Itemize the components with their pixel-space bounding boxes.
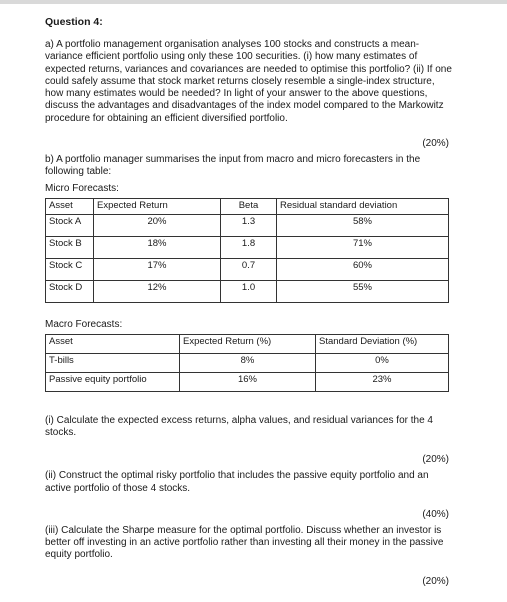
expected-return-cell: 16% — [180, 372, 316, 391]
table-header-row — [46, 334, 449, 353]
std-dev-cell: 0% — [316, 353, 449, 372]
question-heading: Question 4: — [45, 16, 103, 28]
expected-return-cell: 20% — [94, 214, 221, 236]
residual-sd-cell: 58% — [277, 214, 449, 236]
column-header: Residual standard deviation — [277, 198, 449, 214]
residual-sd-cell: 55% — [277, 280, 449, 302]
expected-return-cell: 8% — [180, 353, 316, 372]
beta-cell: 1.0 — [221, 280, 277, 302]
table-row — [46, 372, 449, 391]
residual-sd-cell: 60% — [277, 258, 449, 280]
asset-cell: Stock D — [46, 280, 94, 302]
expected-return-cell: 12% — [94, 280, 221, 302]
column-header: Asset — [46, 334, 180, 353]
top-border — [0, 0, 507, 4]
part-b-i-text: (i) Calculate the expected excess returns, alpha values, and residual variances for the 4 stocks. — [45, 414, 433, 438]
beta-cell: 0.7 — [221, 258, 277, 280]
beta-cell: 1.3 — [221, 214, 277, 236]
asset-cell: Stock B — [46, 236, 94, 258]
std-dev-cell: 23% — [316, 372, 449, 391]
column-header: Asset — [46, 198, 94, 214]
column-header: Expected Return — [94, 198, 221, 214]
question-document — [45, 16, 455, 587]
residual-sd-cell: 71% — [277, 236, 449, 258]
asset-cell: Passive equity portfolio — [46, 372, 180, 391]
macro-forecasts-table — [45, 334, 449, 392]
micro-forecasts-table — [45, 198, 449, 303]
expected-return-cell: 17% — [94, 258, 221, 280]
table-header-row — [46, 198, 449, 214]
part-a-text: a) A portfolio management organisation analyses 100 stocks and constructs a mean-variance efficient portfolio using only these 100 securities. (i) how many estimates of expected returns, variances and covariances are needed to optimise this portfolio? (ii) If one could safely assume that stock market returns closely resemble a single-index structure, how many estimates would be needed? In light of your answer to the above questions, discuss the advantages and disadvantages of the index model compared to the Markowitz procedure for obtaining an efficient diversified portfolio. — [45, 39, 452, 124]
asset-cell: Stock A — [46, 214, 94, 236]
column-header: Expected Return (%) — [180, 334, 316, 353]
table-row — [46, 353, 449, 372]
micro-forecasts-label: Micro Forecasts: — [45, 182, 119, 194]
part-b-ii-marks: (40%) — [422, 508, 449, 520]
column-header: Beta — [221, 198, 277, 214]
asset-cell: Stock C — [46, 258, 94, 280]
part-b-i-marks: (20%) — [422, 454, 449, 466]
part-b-intro: b) A portfolio manager summarises the input from macro and micro forecasters in the following table: — [45, 154, 421, 178]
table-row — [46, 214, 449, 236]
table-row — [46, 236, 449, 258]
part-b-ii-text: (ii) Construct the optimal risky portfolio that includes the passive equity portfolio and an active portfolio of those 4 stocks. — [45, 470, 429, 494]
part-b-iii-marks: (20%) — [422, 575, 449, 587]
column-header: Standard Deviation (%) — [316, 334, 449, 353]
part-a-marks: (20%) — [422, 138, 449, 150]
part-b-iii-text: (iii) Calculate the Sharpe measure for the optimal portfolio. Discuss whether an investor is better off investing in an active portfolio rather than investing all their money in the passive equity portfolio. — [45, 524, 444, 561]
beta-cell: 1.8 — [221, 236, 277, 258]
table-row — [46, 258, 449, 280]
expected-return-cell: 18% — [94, 236, 221, 258]
asset-cell: T-bills — [46, 353, 180, 372]
table-row — [46, 280, 449, 302]
macro-forecasts-label: Macro Forecasts: — [45, 318, 123, 330]
